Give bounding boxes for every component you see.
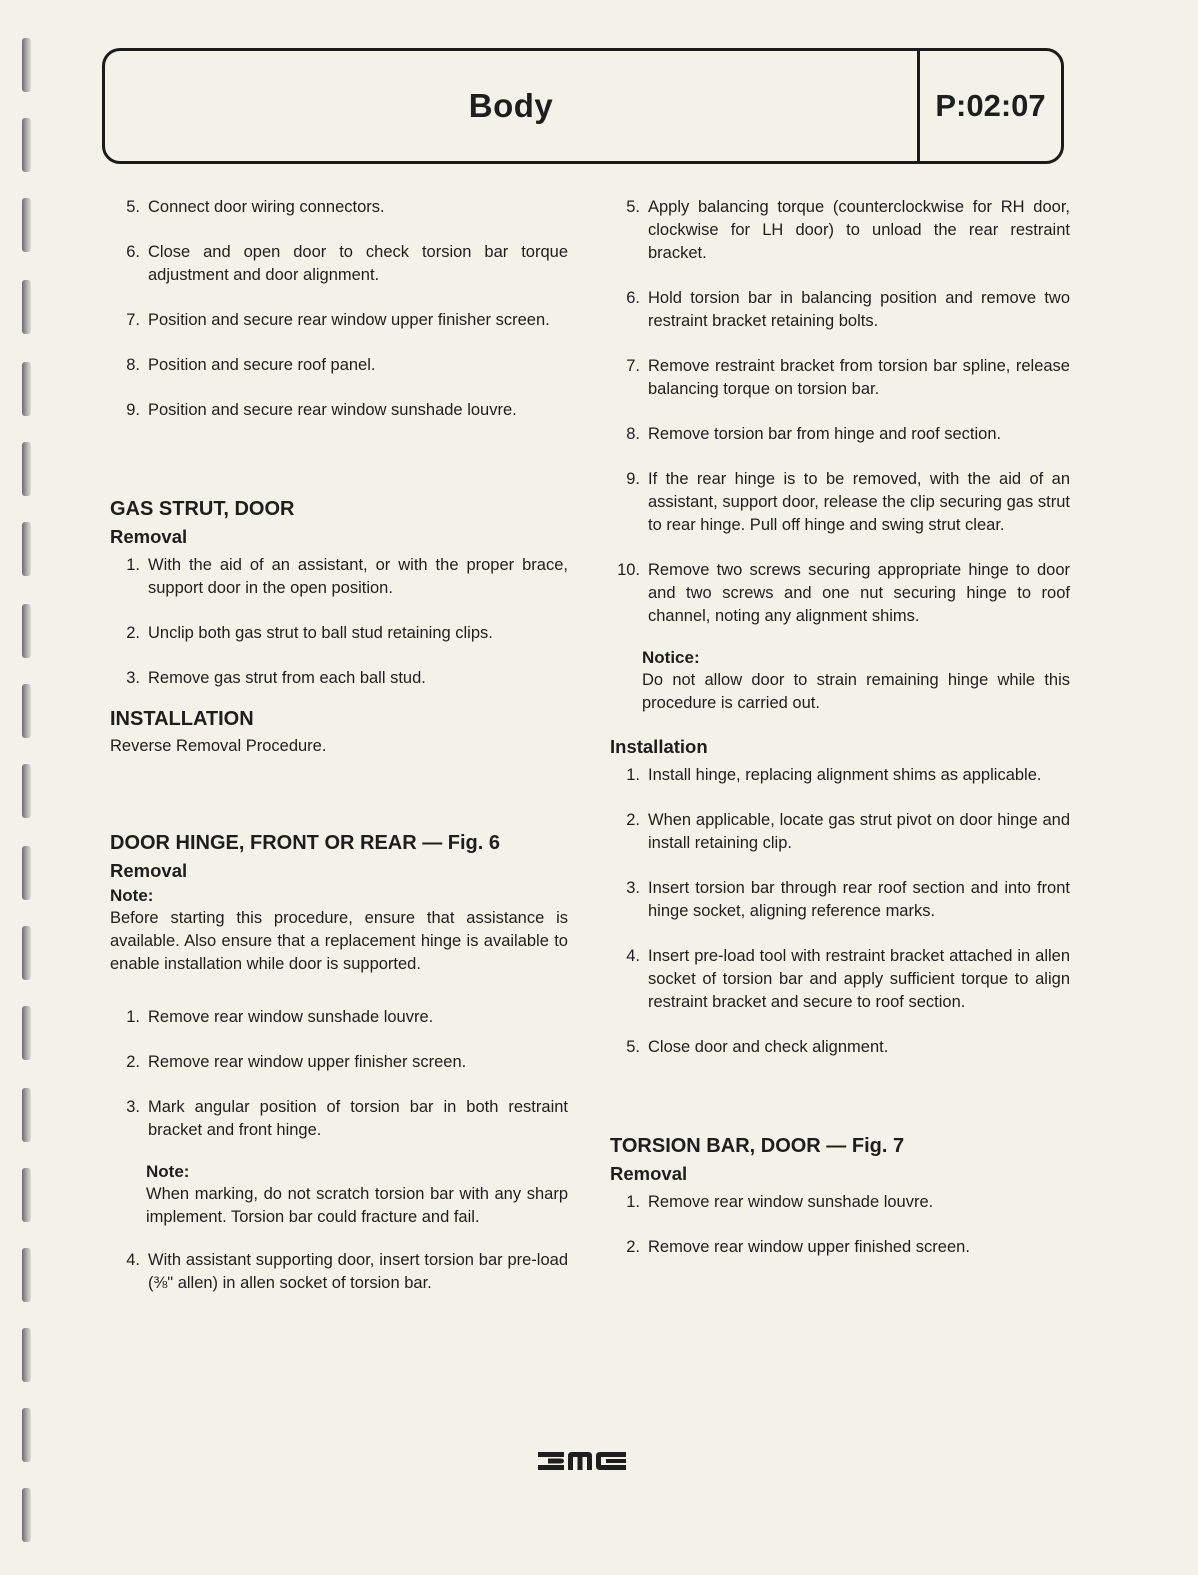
step-number: 4.	[126, 1251, 140, 1269]
step-number: 4.	[626, 947, 640, 965]
step-number: 2.	[126, 1053, 140, 1071]
list-item	[110, 399, 568, 422]
step-text: Position and secure roof panel.	[148, 356, 376, 374]
dmc-logo-icon	[538, 1450, 628, 1472]
list-item	[110, 1096, 568, 1142]
right-column	[610, 196, 1070, 1281]
left-column	[110, 196, 568, 1317]
step-text: If the rear hinge is to be removed, with the aid of an assistant, support door, release the clip securing gas strut to rear hinge. Pull off hinge and swing strut clear.	[648, 470, 1070, 534]
step-number: 8.	[626, 425, 640, 443]
list-item	[610, 764, 1070, 787]
left-steps-top	[110, 196, 568, 422]
step-text: Hold torsion bar in balancing position and remove two restraint bracket retaining bolts.	[648, 289, 1070, 330]
step-number: 3.	[126, 669, 140, 687]
step-text: Unclip both gas strut to ball stud retaining clips.	[148, 624, 493, 642]
binder-holes	[22, 30, 42, 1570]
step-text: Position and secure rear window upper finisher screen.	[148, 311, 550, 329]
gas-strut-removal-label: Removal	[110, 526, 188, 547]
binder-hole	[22, 764, 31, 818]
step-number: 2.	[626, 811, 640, 829]
door-hinge-note-label: Note:	[110, 886, 154, 905]
door-hinge-steps	[110, 1006, 568, 1142]
step-number: 6.	[126, 243, 140, 261]
binder-hole	[22, 522, 31, 576]
binder-hole	[22, 442, 31, 496]
step-text: Insert pre-load tool with restraint bracket attached in allen socket of torsion bar and apply sufficient torque to align restraint bracket and secure to roof section.	[648, 947, 1070, 1011]
marking-note-text: When marking, do not scratch torsion bar with any sharp implement. Torsion bar could fracture and fail.	[146, 1185, 568, 1226]
torsion-bar-removal-label: Removal	[610, 1163, 688, 1184]
list-item	[110, 1249, 568, 1295]
list-item	[610, 355, 1070, 401]
step-text: Remove two screws securing appropriate hinge to door and two screws and one nut securing hinge to roof channel, noting any alignment shims.	[648, 561, 1070, 625]
step-text: Position and secure rear window sunshade louvre.	[148, 401, 517, 419]
step-text: Remove restraint bracket from torsion bar spline, release balancing torque on torsion bar.	[648, 357, 1070, 398]
step-text: Mark angular position of torsion bar in both restraint bracket and front hinge.	[148, 1098, 568, 1139]
gas-strut-steps	[110, 554, 568, 690]
step-number: 8.	[126, 356, 140, 374]
list-item	[110, 241, 568, 287]
list-item	[110, 354, 568, 377]
step-number: 2.	[626, 1238, 640, 1256]
list-item	[610, 423, 1070, 446]
list-item	[110, 1051, 568, 1074]
list-item	[110, 554, 568, 600]
install-steps	[610, 764, 1070, 1059]
binder-hole	[22, 604, 31, 658]
step-number: 1.	[626, 766, 640, 784]
step-number: 10.	[617, 561, 640, 579]
step-number: 7.	[126, 311, 140, 329]
binder-hole	[22, 1488, 31, 1542]
step-number: 9.	[626, 470, 640, 488]
installation-label: Installation	[610, 736, 708, 757]
notice-label: Notice:	[642, 648, 700, 667]
list-item	[110, 196, 568, 219]
step-number: 5.	[126, 198, 140, 216]
binder-hole	[22, 1408, 31, 1462]
binder-hole	[22, 1328, 31, 1382]
step-number: 3.	[126, 1098, 140, 1116]
step-number: 1.	[626, 1193, 640, 1211]
step-number: 5.	[626, 1038, 640, 1056]
list-item	[610, 809, 1070, 855]
list-item	[110, 1006, 568, 1029]
marking-note-label: Note:	[146, 1162, 190, 1181]
binder-hole	[22, 1006, 31, 1060]
door-hinge-removal-label: Removal	[110, 860, 188, 881]
step-number: 2.	[126, 624, 140, 642]
list-item	[610, 287, 1070, 333]
binder-hole	[22, 118, 31, 172]
binder-hole	[22, 684, 31, 738]
door-hinge-heading: DOOR HINGE, FRONT OR REAR — Fig. 6	[110, 832, 501, 854]
step-number: 3.	[626, 879, 640, 897]
binder-hole	[22, 1088, 31, 1142]
binder-hole	[22, 1168, 31, 1222]
list-item	[110, 667, 568, 690]
door-hinge-note-text: Before starting this procedure, ensure that assistance is available. Also ensure that a replacement hinge is available to enable installation while door is supported.	[110, 909, 568, 973]
torsion-bar-heading: TORSION BAR, DOOR — Fig. 7	[610, 1135, 905, 1157]
list-item	[610, 196, 1070, 265]
step-text: With assistant supporting door, insert torsion bar pre-load (⅜" allen) in allen socket of torsion bar.	[148, 1251, 568, 1292]
step-text: Insert torsion bar through rear roof section and into front hinge socket, aligning reference marks.	[648, 879, 1070, 920]
page-header	[102, 48, 1064, 164]
list-item	[610, 1236, 1070, 1259]
list-item	[610, 945, 1070, 1014]
step-text: Remove torsion bar from hinge and roof section.	[648, 425, 1002, 443]
installation-text: Reverse Removal Procedure.	[110, 737, 327, 755]
step-text: Remove rear window upper finished screen.	[648, 1238, 970, 1256]
step-number: 1.	[126, 1008, 140, 1026]
list-item	[610, 1036, 1070, 1059]
step-text: Close door and check alignment.	[648, 1038, 889, 1056]
step-text: Remove rear window sunshade louvre.	[148, 1008, 434, 1026]
torsion-bar-steps	[610, 1191, 1070, 1259]
step-text: Apply balancing torque (counterclockwise for RH door, clockwise for LH door) to unload the rear restraint bracket.	[648, 198, 1070, 262]
list-item	[110, 622, 568, 645]
binder-hole	[22, 38, 31, 92]
step-number: 6.	[626, 289, 640, 307]
page-code: P:02:07	[935, 88, 1046, 123]
binder-hole	[22, 926, 31, 980]
right-steps-top	[610, 196, 1070, 628]
binder-hole	[22, 198, 31, 252]
step-number: 5.	[626, 198, 640, 216]
list-item	[610, 559, 1070, 628]
list-item	[110, 309, 568, 332]
notice-text: Do not allow door to strain remaining hinge while this procedure is carried out.	[642, 671, 1070, 712]
step-text: With the aid of an assistant, or with the proper brace, support door in the open position.	[148, 556, 568, 597]
step-number: 1.	[126, 556, 140, 574]
installation-heading: INSTALLATION	[110, 708, 254, 730]
binder-hole	[22, 846, 31, 900]
gas-strut-heading: GAS STRUT, DOOR	[110, 498, 295, 520]
binder-hole	[22, 362, 31, 416]
page-title: Body	[468, 87, 554, 124]
step-number: 7.	[626, 357, 640, 375]
list-item	[610, 468, 1070, 537]
step-text: Remove gas strut from each ball stud.	[148, 669, 426, 687]
step-text: Remove rear window upper finisher screen.	[148, 1053, 467, 1071]
step-text: When applicable, locate gas strut pivot on door hinge and install retaining clip.	[648, 811, 1070, 852]
step-text: Install hinge, replacing alignment shims as applicable.	[648, 766, 1042, 784]
step-number: 9.	[126, 401, 140, 419]
step-text: Connect door wiring connectors.	[148, 198, 385, 216]
step-text: Remove rear window sunshade louvre.	[648, 1193, 934, 1211]
step-text: Close and open door to check torsion bar torque adjustment and door alignment.	[148, 243, 568, 284]
list-item	[610, 877, 1070, 923]
list-item	[610, 1191, 1070, 1214]
binder-hole	[22, 280, 31, 334]
binder-hole	[22, 1248, 31, 1302]
